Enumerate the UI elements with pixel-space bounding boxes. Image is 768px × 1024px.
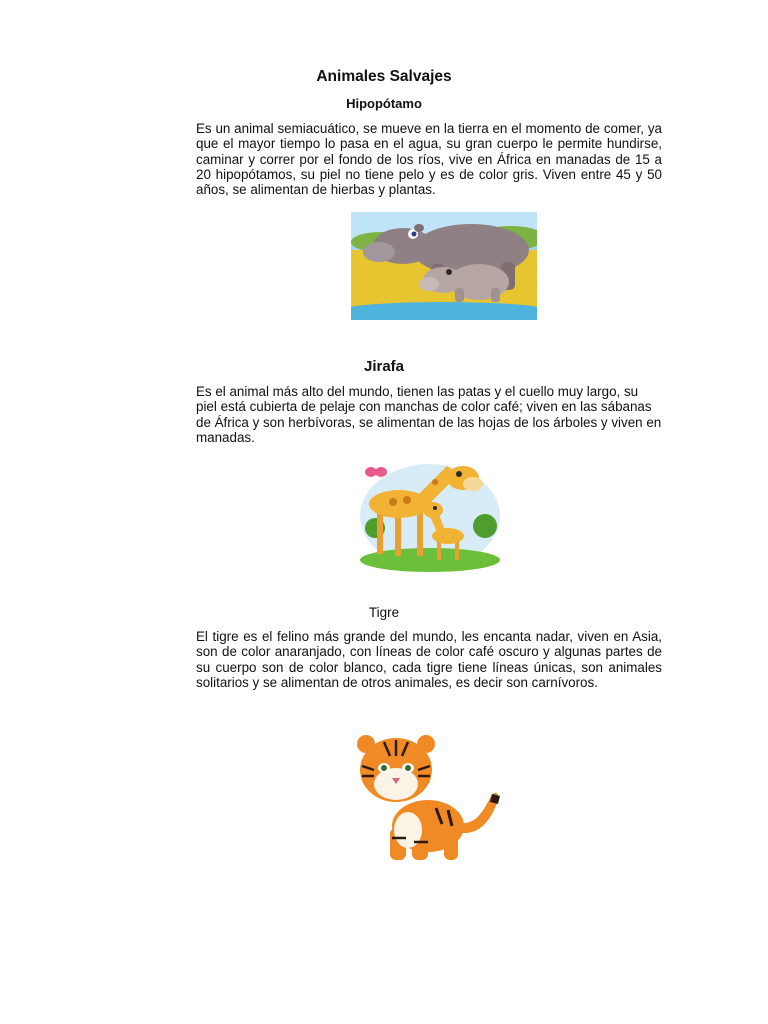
section-text-tigre: El tigre es el felino más grande del mundo, les encanta nadar, viven en Asia, son de color anaranjado, con líneas de color café oscuro y algunas partes de su cuerpo son de color blanco, cada tigre tiene líneas únicas, son animales solitarios y se alimentan de otros animales, es decir son carnívoros.: [196, 629, 662, 690]
section-heading-tigre: Tigre: [368, 605, 400, 620]
section-text-hipopotamo: Es un animal semiacuático, se mueve en la tierra en el momento de comer, ya que el mayor tiempo lo pasa en el agua, su gran cuerpo le permite hundirse, caminar y correr por el fondo de los ríos, vive en África en manadas de 15 a 20 hipopótamos, su piel no tiene pelo y es de color gris. Viven entre 45 y 50 años, se alimentan de hierbas y plantas.: [196, 121, 662, 198]
hippo-illustration: [351, 212, 537, 320]
section-text-jirafa: Es el animal más alto del mundo, tienen las patas y el cuello muy largo, su piel está cubierta de pelaje con manchas de color café; viven en las sábanas de África y son herbívoras, se alimentan de las hojas de los árboles y viven en manadas.: [196, 384, 662, 445]
document-title: Animales Salvajes: [316, 68, 452, 85]
giraffe-illustration: [355, 456, 505, 576]
section-heading-jirafa: Jirafa: [363, 358, 405, 375]
tiger-illustration: [352, 734, 504, 864]
section-heading-hipopotamo: Hipopótamo: [346, 96, 422, 111]
